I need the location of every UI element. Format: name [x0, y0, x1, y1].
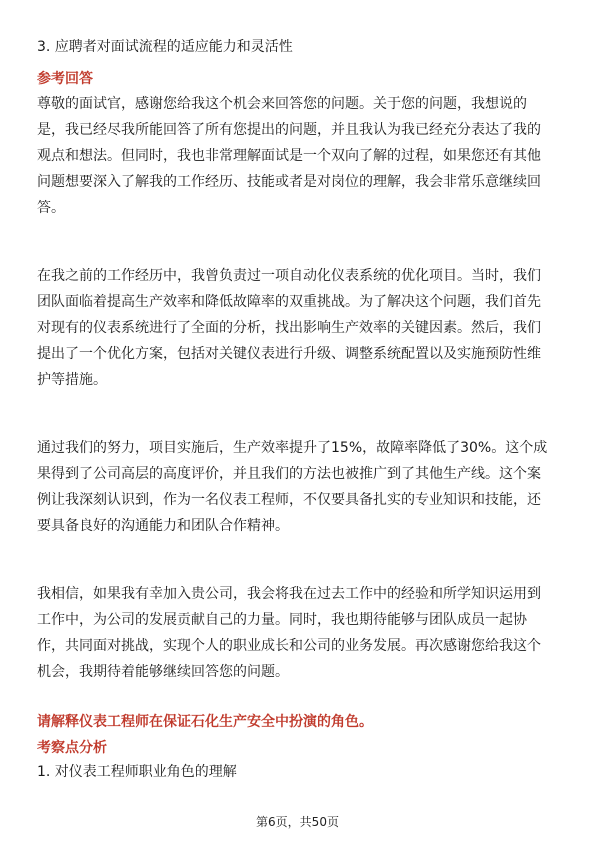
analysis-heading: 考察点分析	[37, 740, 107, 756]
question-item: 3. 应聘者对面试流程的适应能力和灵活性	[37, 39, 293, 55]
answer-line: 要具备良好的沟通能力和团队合作精神。	[37, 518, 289, 534]
answer-line: 团队面临着提高生产效率和降低故障率的双重挑战。为了解决这个问题，我们首先	[37, 294, 541, 310]
answer-line: 我相信，如果我有幸加入贵公司，我会将我在过去工作中的经验和所学知识运用到	[37, 586, 541, 602]
answer-line: 例让我深刻认识到，作为一名仪表工程师，不仅要具备扎实的专业知识和技能，还	[37, 492, 541, 508]
answer-heading: 参考回答	[37, 71, 93, 87]
page-number: 第6页，共50页	[256, 815, 339, 829]
answer-line: 护等措施。	[37, 372, 107, 388]
analysis-item: 1. 对仪表工程师职业角色的理解	[37, 764, 237, 780]
answer-line: 工作中，为公司的发展贡献自己的力量。同时，我也期待能够与团队成员一起协	[37, 612, 527, 628]
answer-line: 对现有的仪表系统进行了全面的分析，找出影响生产效率的关键因素。然后，我们	[37, 320, 541, 336]
answer-line: 是，我已经尽我所能回答了所有您提出的问题，并且我认为我已经充分表达了我的	[37, 122, 541, 138]
answer-line: 在我之前的工作经历中，我曾负责过一项自动化仪表系统的优化项目。当时，我们	[37, 268, 541, 284]
answer-line: 作，共同面对挑战，实现个人的职业成长和公司的业务发展。再次感谢您给我这个	[37, 638, 541, 654]
answer-line: 答。	[37, 200, 65, 216]
answer-line: 果得到了公司高层的高度评价，并且我们的方法也被推广到了其他生产线。这个案	[37, 466, 541, 482]
answer-line: 机会，我期待着能够继续回答您的问题。	[37, 664, 289, 680]
answer-line: 问题想要深入了解我的工作经历、技能或者是对岗位的理解，我会非常乐意继续回	[37, 174, 541, 190]
answer-line: 尊敬的面试官，感谢您给我这个机会来回答您的问题。关于您的问题，我想说的	[37, 96, 527, 112]
answer-line: 观点和想法。但同时，我也非常理解面试是一个双向了解的过程，如果您还有其他	[37, 148, 541, 164]
answer-line: 通过我们的努力，项目实施后，生产效率提升了15%，故障率降低了30%。这个成	[37, 440, 548, 456]
answer-line: 提出了一个优化方案，包括对关键仪表进行升级、调整系统配置以及实施预防性维	[37, 346, 541, 362]
next-question: 请解释仪表工程师在保证石化生产安全中扮演的角色。	[37, 714, 373, 730]
